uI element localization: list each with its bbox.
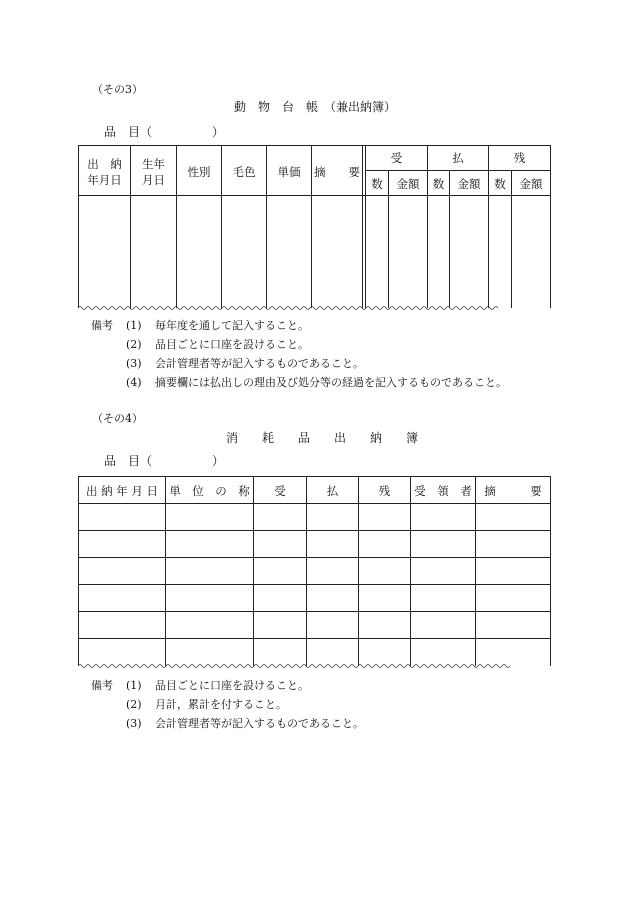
remark-num: (2) (126, 338, 142, 351)
remark-num: (3) (126, 717, 142, 730)
section4-item-label: 品 目（ ） (104, 454, 225, 468)
remark-num: (2) (126, 698, 142, 711)
header-pay: 払 (452, 151, 464, 165)
remark-text: 毎年度を通して記入すること。 (155, 319, 309, 332)
header-unit-price: 単価 (277, 165, 301, 179)
header-receive-qty: 数 (371, 177, 383, 191)
header-balance: 残 (378, 484, 391, 498)
remark-text: 会計管理者等が記入するものであること。 (155, 357, 364, 370)
remark-text: 品目ごとに口座を設けること。 (155, 679, 309, 692)
header-unit: 単 位 の 称 (169, 484, 250, 498)
header-balance-qty: 数 (494, 177, 506, 191)
remark-num: (1) (126, 679, 142, 692)
remark-num: (1) (126, 319, 142, 332)
header-date: 出 納 年月日 (87, 157, 122, 187)
section3-remarks-label: 備考 (91, 319, 113, 332)
header-balance: 残 (513, 151, 526, 165)
remark-text: 会計管理者等が記入するものであること。 (155, 717, 364, 730)
section3-label: （その3） (92, 83, 143, 96)
section4-title: 消 耗 品 出 納 簿 (226, 431, 419, 445)
wavy-bottom-edge (76, 303, 554, 313)
remark-num: (3) (126, 357, 142, 370)
header-summary: 摘 要 (484, 484, 542, 498)
header-birth-date: 生年 月日 (142, 157, 165, 187)
header-receive: 受 (390, 151, 403, 165)
remark-num: (4) (126, 376, 142, 389)
wavy-bottom-edge (76, 661, 554, 671)
remark-text: 摘要欄には払出しの理由及び処分等の経過を記入するものであること。 (155, 376, 507, 389)
section4-remarks-label: 備考 (91, 679, 113, 692)
header-receive-amount: 金額 (396, 177, 420, 191)
header-balance-amount: 金額 (519, 177, 543, 191)
header-summary: 摘 要 (314, 165, 360, 179)
header-sex: 性別 (187, 165, 211, 179)
header-pay-amount: 金額 (457, 177, 481, 191)
remark-text: 月計，累計を付すること。 (155, 698, 287, 711)
header-pay: 払 (326, 484, 339, 498)
section3-title: 動 物 台 帳 （兼出納簿） (234, 100, 397, 114)
header-recipient: 受 領 者 (414, 484, 472, 498)
header-color: 毛色 (232, 165, 256, 179)
section4-label: （その4） (92, 412, 143, 425)
header-date: 出 納 年 月 日 (85, 484, 159, 498)
header-pay-qty: 数 (432, 177, 445, 191)
section3-item-label: 品 目（ ） (104, 125, 225, 139)
remark-text: 品目ごとに口座を設けること。 (155, 338, 309, 351)
header-receive: 受 (274, 484, 286, 498)
